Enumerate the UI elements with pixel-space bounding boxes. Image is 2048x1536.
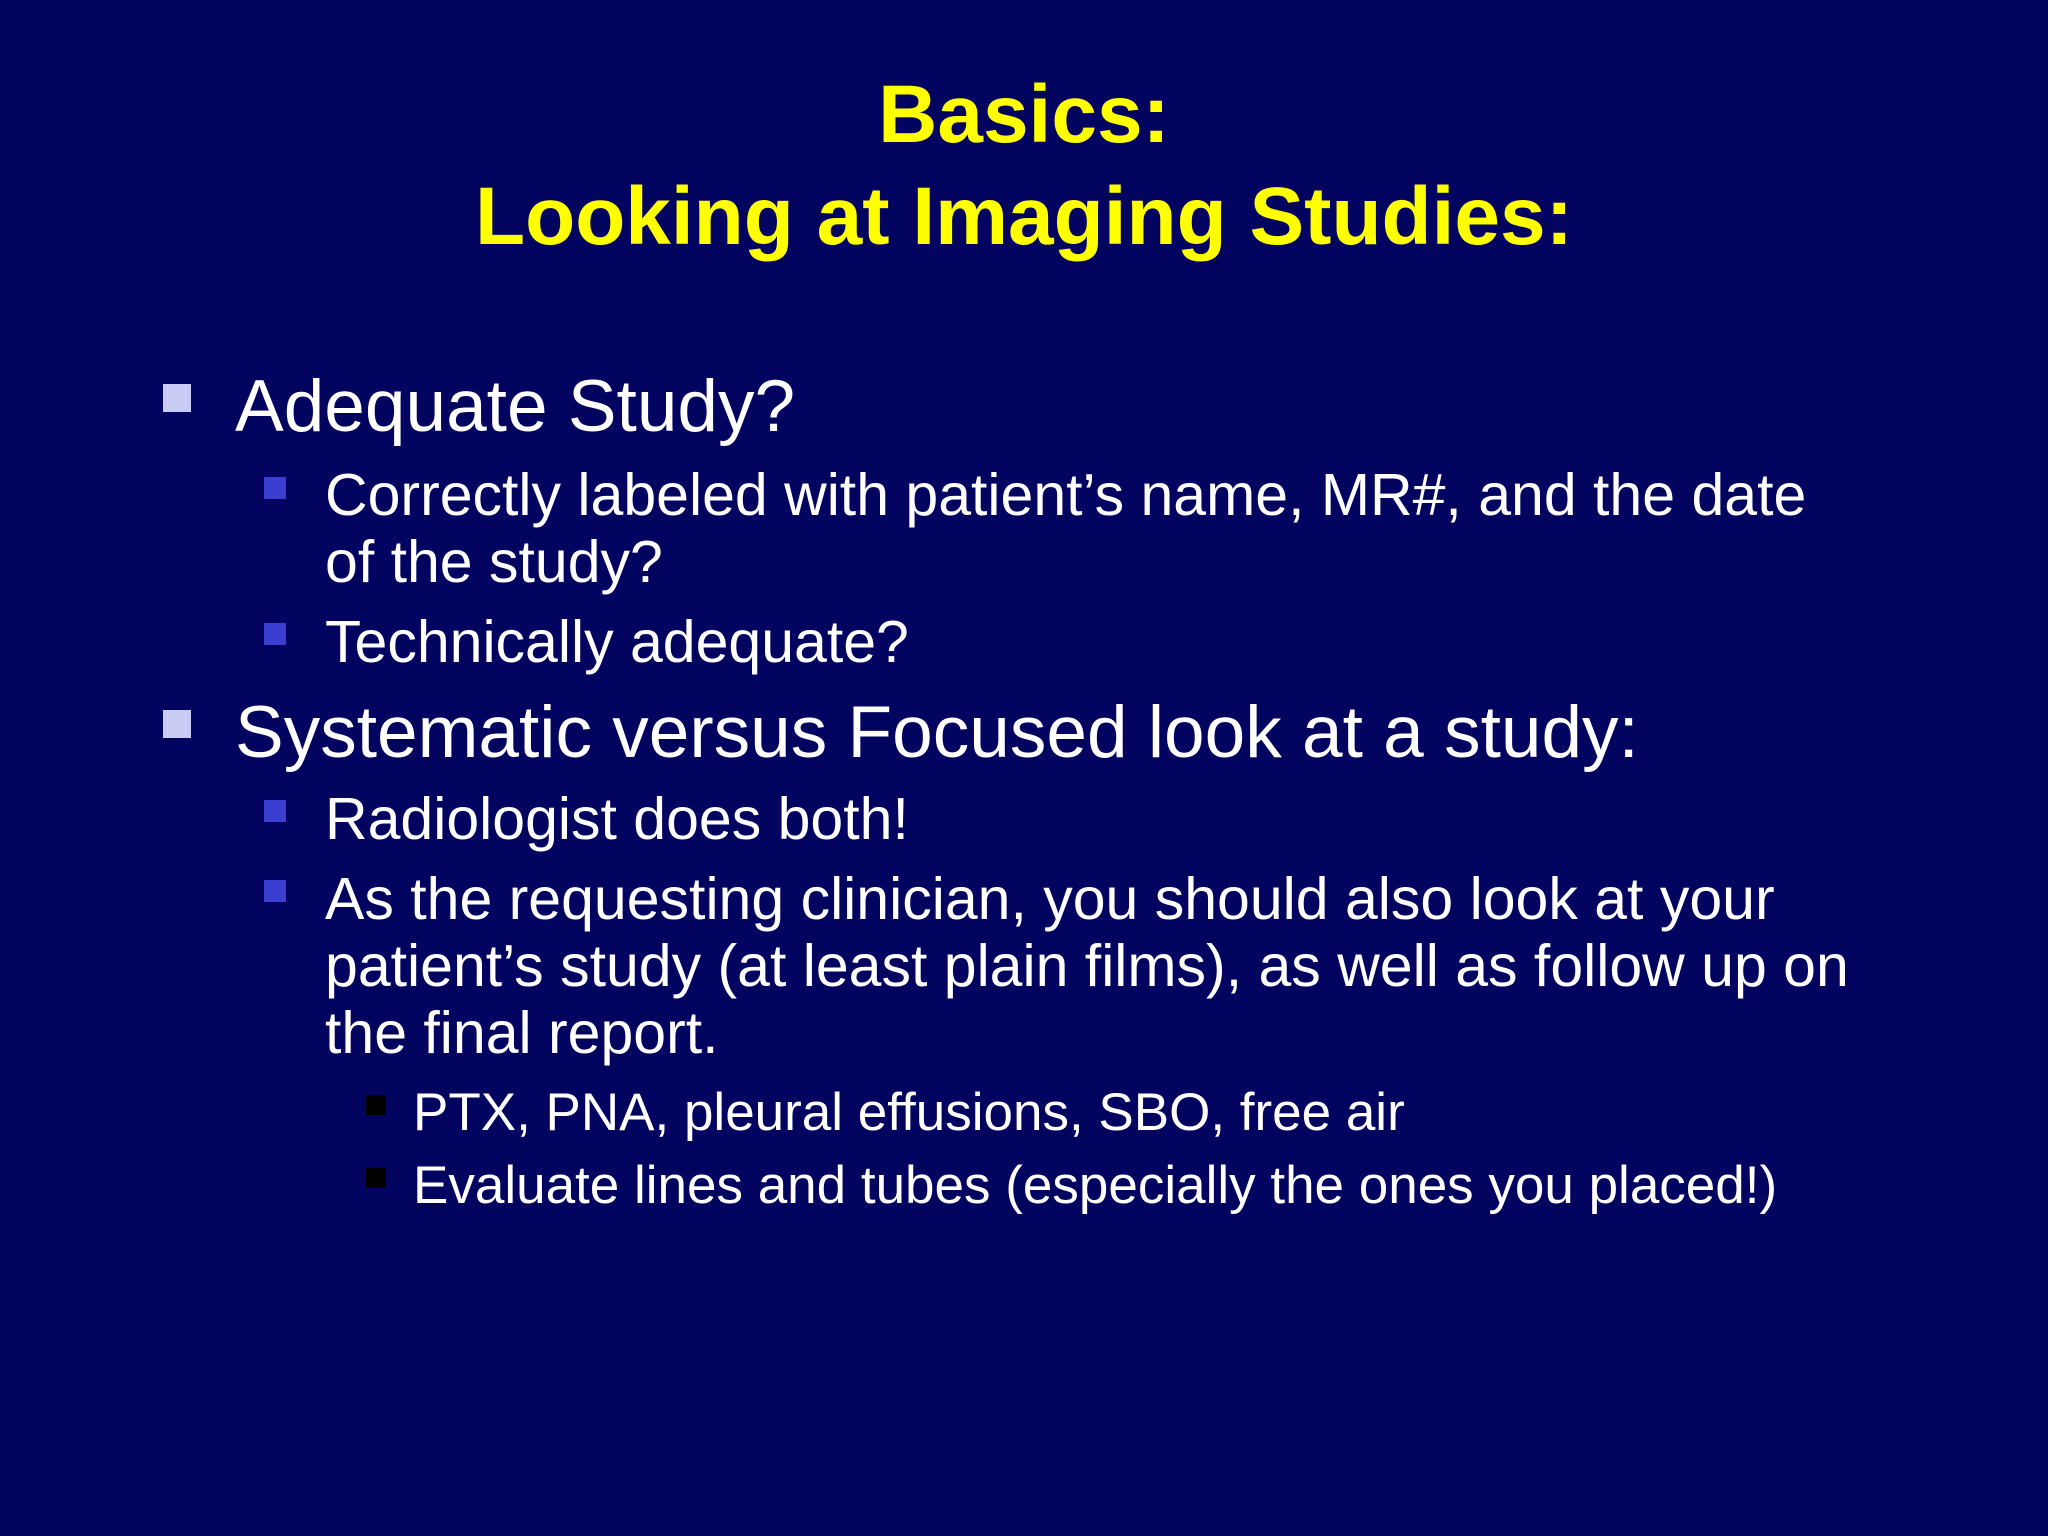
sub-sub-bullet-ptx: PTX, PNA, pleural effusions, SBO, free air (413, 1083, 1405, 1142)
sub-bullet-square-icon (264, 623, 286, 645)
sub-bullet-radiologist: Radiologist does both! (325, 786, 909, 852)
sub-bullet-clinician-line3: the final report. (325, 1000, 719, 1066)
sub-sub-bullet-square-icon (366, 1095, 386, 1115)
sub-bullet-technically-adequate: Technically adequate? (325, 609, 909, 675)
sub-bullet-labeled-line1: Correctly labeled with patient’s name, MR#, and the date (325, 462, 1807, 528)
sub-bullet-square-icon (264, 477, 286, 499)
bullet-systematic-vs-focused: Systematic versus Focused look at a study: (235, 692, 1639, 773)
slide-title-line1: Basics: (878, 69, 1170, 160)
sub-sub-bullet-lines-tubes: Evaluate lines and tubes (especially the ones you placed!) (413, 1156, 1778, 1215)
slide-title-line2: Looking at Imaging Studies: (475, 171, 1573, 262)
sub-sub-bullet-square-icon (366, 1168, 386, 1188)
sub-bullet-labeled-line2: of the study? (325, 529, 663, 595)
bullet-square-icon (163, 384, 191, 412)
sub-bullet-clinician-line2: patient’s study (at least plain films), as well as follow up on (325, 933, 1849, 999)
sub-bullet-square-icon (264, 800, 286, 822)
sub-bullet-square-icon (264, 880, 286, 902)
sub-bullet-clinician-line1: As the requesting clinician, you should also look at your (325, 866, 1775, 932)
bullet-adequate-study: Adequate Study? (235, 366, 796, 447)
bullet-square-icon (163, 710, 191, 738)
